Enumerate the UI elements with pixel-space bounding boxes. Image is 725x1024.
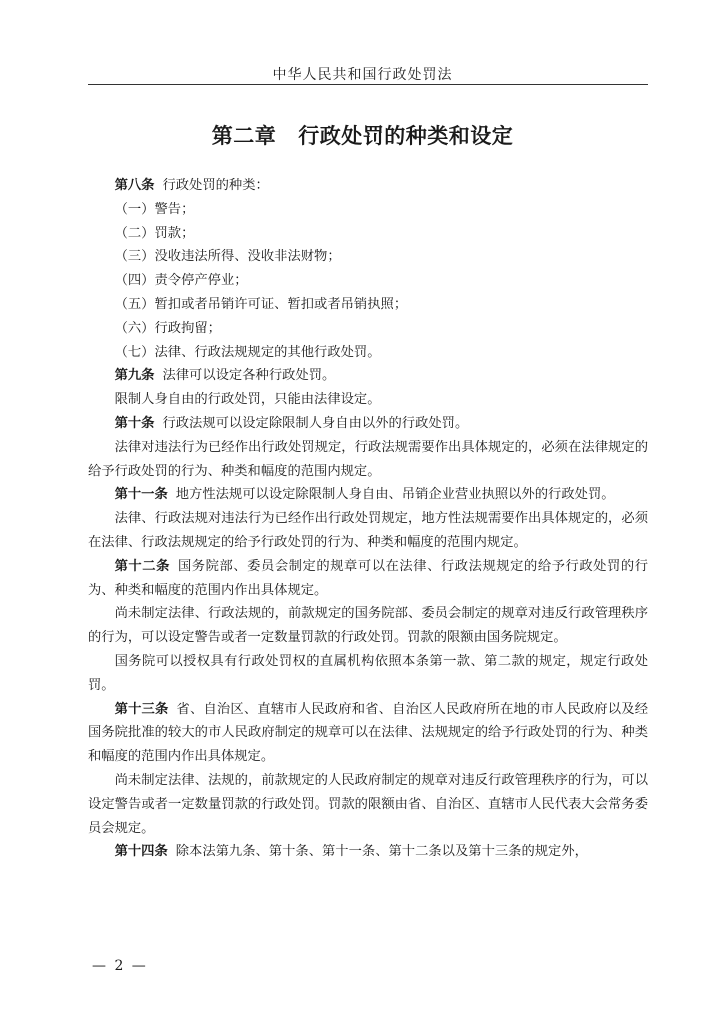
running-header: 中华人民共和国行政处罚法 xyxy=(272,67,453,83)
article-13-paragraph-2: 尚未制定法律、法规的，前款规定的人民政府制定的规章对违反行政管理秩序的行为，可以设定警告或者一定数量罚款的行政处罚。罚款的限额由省、自治区、直辖市人民代表大会常务委员会规定。 xyxy=(88,772,648,836)
header-rule xyxy=(88,84,648,85)
article-8-item-4: （四）责令停产停业； xyxy=(114,273,248,289)
article-8-item-7: （七）法律、行政法规规定的其他行政处罚。 xyxy=(114,344,381,360)
document-body xyxy=(88,174,648,864)
article-12-label: 第十二条 xyxy=(114,558,170,574)
article-12-paragraph-3: 国务院可以授权具有行政处罚权的直属机构依照本条第一款、第二款的规定，规定行政处罚。 xyxy=(88,653,648,693)
article-14-label: 第十四条 xyxy=(114,844,168,860)
article-8-item-1: （一）警告； xyxy=(114,201,195,217)
article-9-label: 第九条 xyxy=(114,368,155,384)
article-8-item-6: （六）行政拘留； xyxy=(114,320,221,336)
article-9-text: 法律可以设定各种行政处罚。 xyxy=(162,368,336,384)
article-13 xyxy=(88,698,648,769)
article-9 xyxy=(88,364,648,388)
article-12 xyxy=(88,555,648,603)
article-13-text: 省、自治区、直辖市人民政府和省、自治区人民政府所在地的市人民政府以及经国务院批准的较大的市人民政府制定的规章可以在法律、法规规定的给予行政处罚的行为、种类和幅度的范围内作出具体规定。 xyxy=(88,701,649,765)
article-9-paragraph-2: 限制人身自由的行政处罚，只能由法律设定。 xyxy=(114,392,381,408)
article-11-label: 第十一条 xyxy=(114,487,168,503)
article-12-paragraph-2: 尚未制定法律、行政法规的，前款规定的国务院部、委员会制定的规章对违反行政管理秩序的行为，可以设定警告或者一定数量罚款的行政处罚。罚款的限额由国务院规定。 xyxy=(88,606,648,646)
article-8 xyxy=(88,174,648,198)
article-14-text: 除本法第九条、第十条、第十一条、第十二条以及第十三条的规定外， xyxy=(175,844,588,860)
article-11 xyxy=(88,483,648,507)
page-number: — 2 — xyxy=(92,958,148,974)
article-8-label: 第八条 xyxy=(114,178,155,193)
article-10-label: 第十条 xyxy=(114,415,155,431)
article-8-item-3: （三）没收违法所得、没收非法财物； xyxy=(114,249,341,265)
article-13-label: 第十三条 xyxy=(114,701,169,717)
article-8-item-2: （二）罚款； xyxy=(114,225,195,241)
article-8-text: 行政处罚的种类： xyxy=(162,178,269,193)
article-8-item-5: （五）暂扣或者吊销许可证、暂扣或者吊销执照； xyxy=(114,296,408,312)
chapter-name: 行政处罚的种类和设定 xyxy=(298,123,514,148)
article-10 xyxy=(88,412,648,436)
article-11-paragraph-2: 法律、行政法规对违法行为已经作出行政处罚规定，地方性法规需要作出具体规定的，必须在法律、行政法规规定的给予行政处罚的行为、种类和幅度的范围内规定。 xyxy=(88,511,648,550)
chapter-label: 第二章 xyxy=(211,123,277,148)
chapter-title xyxy=(0,120,725,150)
article-11-text: 地方性法规可以设定除限制人身自由、吊销企业营业执照以外的行政处罚。 xyxy=(175,487,615,503)
article-12-text: 国务院部、委员会制定的规章可以在法律、行政法规规定的给予行政处罚的行为、种类和幅度的范围内作出具体规定。 xyxy=(88,558,649,598)
article-10-text: 行政法规可以设定除限制人身自由以外的行政处罚。 xyxy=(162,415,469,431)
article-14 xyxy=(88,840,648,864)
article-10-paragraph-2: 法律对违法行为已经作出行政处罚规定，行政法规需要作出具体规定的，必须在法律规定的给予行政处罚的行为、种类和幅度的范围内规定。 xyxy=(88,439,648,479)
